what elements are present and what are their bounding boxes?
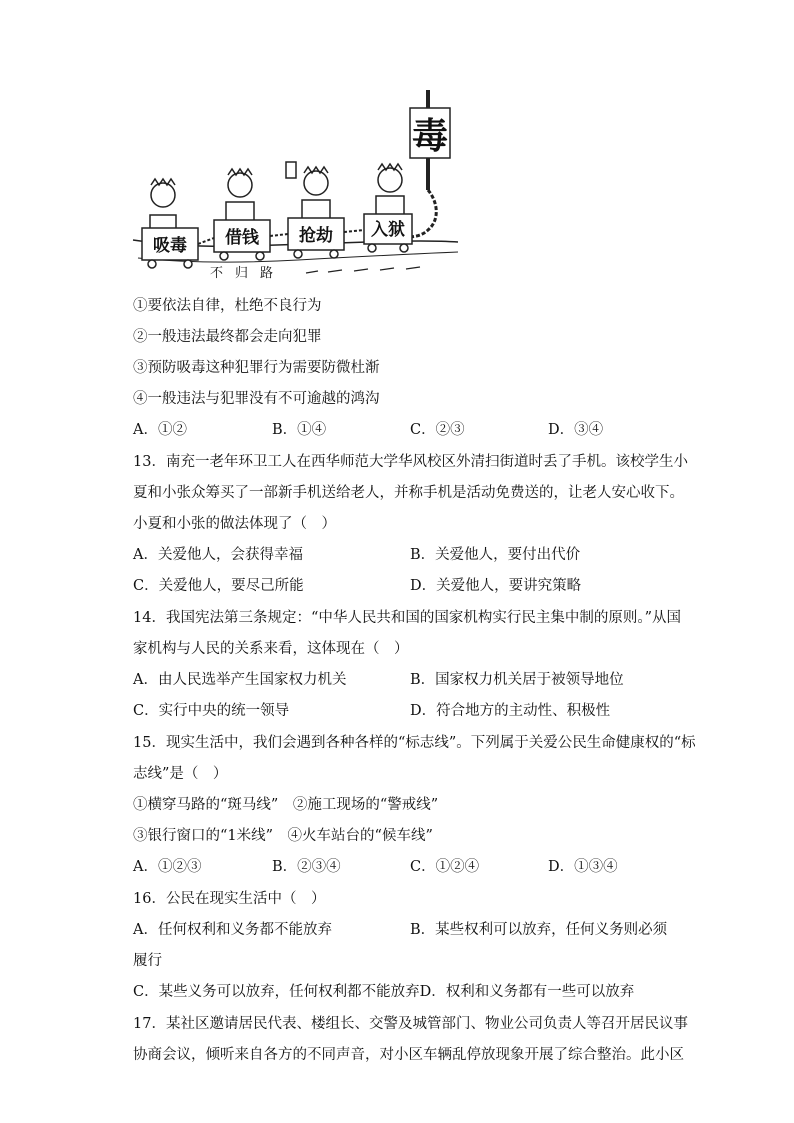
figure-1 bbox=[150, 179, 176, 230]
q13-option-a[interactable]: A．关爱他人，会获得幸福 bbox=[133, 547, 303, 563]
cartoon-illustration bbox=[128, 90, 468, 285]
road-caption: 不归路 bbox=[210, 266, 286, 281]
q12-option-a[interactable]: A．①② bbox=[133, 422, 187, 438]
q17-stem-line-2: 协商会议，倾听来自各方的不同声音，对小区车辆乱停放现象开展了综合整治。此小区 bbox=[133, 1047, 684, 1063]
q13-stem-line-3: 小夏和小张的做法体现了（ ） bbox=[133, 516, 336, 532]
q13-option-d[interactable]: D．关爱他人，要讲究策略 bbox=[410, 578, 582, 594]
q14-option-b[interactable]: B．国家权力机关居于被领导地位 bbox=[410, 672, 624, 688]
q16-option-a[interactable]: A．任何权利和义务都不能放弃 bbox=[133, 922, 332, 938]
q15-statement-line-1: ①横穿马路的“斑马线” ②施工现场的“警戒线” bbox=[133, 797, 439, 813]
q13-option-b[interactable]: B．关爱他人，要付出代价 bbox=[410, 547, 581, 563]
q14-stem-line-1: 14．我国宪法第三条规定：“中华人民共和国的国家机构实行民主集中制的原则。”从国 bbox=[133, 610, 682, 626]
q16-stem: 16．公民在现实生活中（ ） bbox=[133, 891, 326, 907]
q13-stem-line-2: 夏和小张众筹买了一部新手机送给老人，并称手机是活动免费送的，让老人安心收下。 bbox=[133, 485, 684, 501]
q12-option-c[interactable]: C．②③ bbox=[410, 422, 465, 438]
q13-option-c[interactable]: C．关爱他人，要尽己所能 bbox=[133, 578, 304, 594]
q16-option-b-continued: 履行 bbox=[133, 953, 162, 969]
q12-statement-3: ③预防吸毒这种犯罪行为需要防微杜渐 bbox=[133, 360, 380, 376]
q15-stem-line-2: 志线”是（ ） bbox=[133, 766, 228, 782]
figure-2 bbox=[226, 169, 254, 224]
q12-statement-2: ②一般违法最终都会走向犯罪 bbox=[133, 329, 322, 345]
q16-options-c-d[interactable]: C．某些义务可以放弃，任何权利都不能放弃D．权利和义务都有一些可以放弃 bbox=[133, 984, 635, 1000]
q15-option-d[interactable]: D．①③④ bbox=[548, 859, 618, 875]
q16-option-b[interactable]: B．某些权利可以放弃，任何义务则必须 bbox=[410, 922, 668, 938]
figure-3 bbox=[286, 162, 330, 222]
q13-stem-line-1: 13．南充一老年环卫工人在西华师范大学华风校区外清扫街道时丢了手机。该校学生小 bbox=[133, 454, 688, 470]
q15-stem-line-1: 15．现实生活中，我们会遇到各种各样的“标志线”。下列属于关爱公民生命健康权的“标 bbox=[133, 735, 696, 751]
q15-option-a[interactable]: A．①②③ bbox=[133, 859, 202, 875]
q12-statement-1: ①要依法自律，杜绝不良行为 bbox=[133, 298, 322, 314]
cart-label-4: 入狱 bbox=[371, 220, 405, 240]
q12-option-d[interactable]: D．③④ bbox=[548, 422, 604, 438]
cart-label-1: 吸毒 bbox=[153, 236, 187, 256]
figure-4 bbox=[376, 164, 404, 216]
cart-label-2: 借钱 bbox=[225, 228, 259, 248]
sign-char: 毒 bbox=[411, 116, 449, 157]
q15-option-b[interactable]: B．②③④ bbox=[272, 859, 341, 875]
q14-option-a[interactable]: A．由人民选举产生国家权力机关 bbox=[133, 672, 347, 688]
q12-option-b[interactable]: B．①④ bbox=[272, 422, 327, 438]
q14-option-d[interactable]: D．符合地方的主动性、积极性 bbox=[410, 703, 611, 719]
q12-statement-4: ④一般违法与犯罪没有不可逾越的鸿沟 bbox=[133, 391, 380, 407]
q15-statement-line-2: ③银行窗口的“1米线” ④火车站台的“候车线” bbox=[133, 828, 433, 844]
q14-option-c[interactable]: C．实行中央的统一领导 bbox=[133, 703, 290, 719]
cart-label-3: 抢劫 bbox=[299, 226, 333, 246]
q17-stem-line-1: 17．某社区邀请居民代表、楼组长、交警及城管部门、物业公司负责人等召开居民议事 bbox=[133, 1016, 688, 1032]
q15-option-c[interactable]: C．①②④ bbox=[410, 859, 480, 875]
drug-sign bbox=[410, 108, 450, 158]
q14-stem-line-2: 家机构与人民的关系来看，这体现在（ ） bbox=[133, 641, 409, 657]
